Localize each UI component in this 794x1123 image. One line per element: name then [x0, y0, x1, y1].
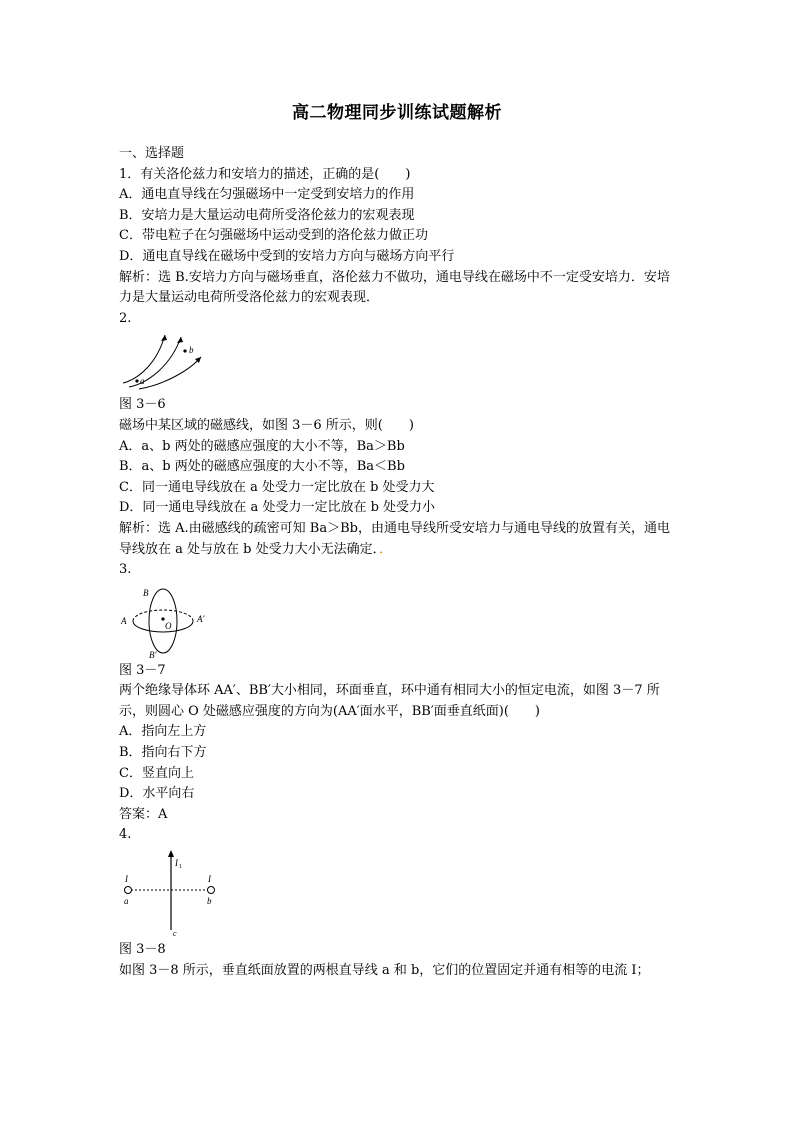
label-c: c [173, 929, 177, 939]
magnetic-field-lines-figure [119, 331, 219, 393]
option-c: C．带电粒子在匀强磁场中运动受到的洛伦兹力做正功 [119, 228, 428, 244]
label-i-left: I [125, 874, 128, 885]
option-a: A．指向左上方 [119, 724, 207, 740]
analysis-body: 解析：选 A.由磁感线的疏密可知 Ba＞Bb，由通电导线所受安培力与通电导线的放置有关，通电导线放在 a 处与放在 b 处受力大小无法确定． [119, 520, 670, 557]
label-b: b [189, 345, 194, 356]
option-a: A．a、b 两处的磁感应强度的大小不等，Ba＞Bb [119, 438, 405, 454]
option-d: D．同一通电导线放在 a 处受力一定比放在 b 处受力小 [119, 500, 436, 516]
label-o: O [165, 620, 172, 631]
label-i1-subscript: 1 [179, 864, 182, 871]
question-stem: 两个绝缘导体环 AA′、BB′大小相同，环面垂直，环中通有相同大小的恒定电流，如图 3－7 所示，则圆心 O 处磁感应强度的方向为(AA′面水平，BB′面垂直纸面)( ) [119, 683, 660, 719]
label-i-right: I [208, 874, 211, 885]
option-b: B．安培力是大量运动电荷所受洛伦兹力的宏观表现 [119, 207, 415, 223]
figure-caption: 图 3－6 [119, 397, 166, 413]
parallel-wires-figure [119, 848, 229, 938]
option-a: A．通电直导线在匀强磁场中一定受到安培力的作用 [119, 187, 415, 203]
label-a-prime: A′ [197, 613, 205, 624]
question-2 [119, 309, 679, 560]
option-b: B．指向右下方 [119, 745, 207, 761]
figure-caption: 图 3－7 [119, 662, 166, 678]
question-number: 2. [119, 310, 132, 326]
label-a: a [124, 896, 129, 907]
wire-b-circle [208, 887, 215, 894]
question-stem: 磁场中某区域的磁感线，如图 3－6 所示，则( ) [119, 417, 414, 433]
question-stem: 1．有关洛伦兹力和安培力的描述，正确的是( ) [119, 166, 411, 182]
ring-aa-front [133, 621, 193, 632]
label-b: B [143, 587, 149, 598]
answer-text: 答案：A [119, 806, 168, 822]
point-b-dot [183, 350, 186, 353]
figure-caption: 图 3－8 [119, 942, 166, 958]
option-c: C．竖直向上 [119, 765, 194, 781]
label-a: a [140, 376, 145, 387]
field-line [139, 357, 201, 389]
label-b-prime: B′ [149, 649, 157, 659]
option-d: D．通电直导线在磁场中受到的安培力方向与磁场方向平行 [119, 248, 455, 264]
question-4 [119, 825, 679, 981]
question-number: 4. [119, 827, 132, 843]
ring-bb [149, 589, 177, 653]
question-3 [119, 560, 679, 825]
wire-a-circle [125, 887, 132, 894]
arrowhead [161, 335, 167, 341]
option-d: D．水平向右 [119, 786, 195, 802]
question-number: 3. [119, 562, 132, 578]
analysis-mark: ． [379, 541, 393, 557]
question-stem: 如图 3－8 所示，垂直纸面放置的两根直导线 a 和 b，它们的位置固定并通有相等的电流 I； [119, 962, 650, 978]
current-arrowhead [168, 850, 174, 857]
label-i1: I [175, 858, 178, 869]
section-heading: 一、选择题 [119, 146, 185, 161]
option-b: B．a、b 两处的磁感应强度的大小不等，Ba＜Bb [119, 459, 405, 475]
point-a-dot [135, 380, 138, 383]
perpendicular-rings-figure [119, 583, 219, 659]
label-a: A [121, 615, 127, 626]
option-c: C．同一通电导线放在 a 处受力一定比放在 b 处受力大 [119, 479, 435, 495]
label-b: b [207, 896, 212, 907]
analysis-text [119, 519, 679, 560]
document-body [119, 144, 679, 981]
question-1 [119, 165, 679, 309]
page-title: 高二物理同步训练试题解析 [292, 103, 502, 123]
analysis-text: 解析：选 B.安培力方向与磁场垂直，洛伦兹力不做功，通电导线在磁场中不一定受安培力．安培力是大量运动电荷所受洛伦兹力的宏观表现． [119, 269, 670, 306]
arrowhead [177, 337, 183, 343]
